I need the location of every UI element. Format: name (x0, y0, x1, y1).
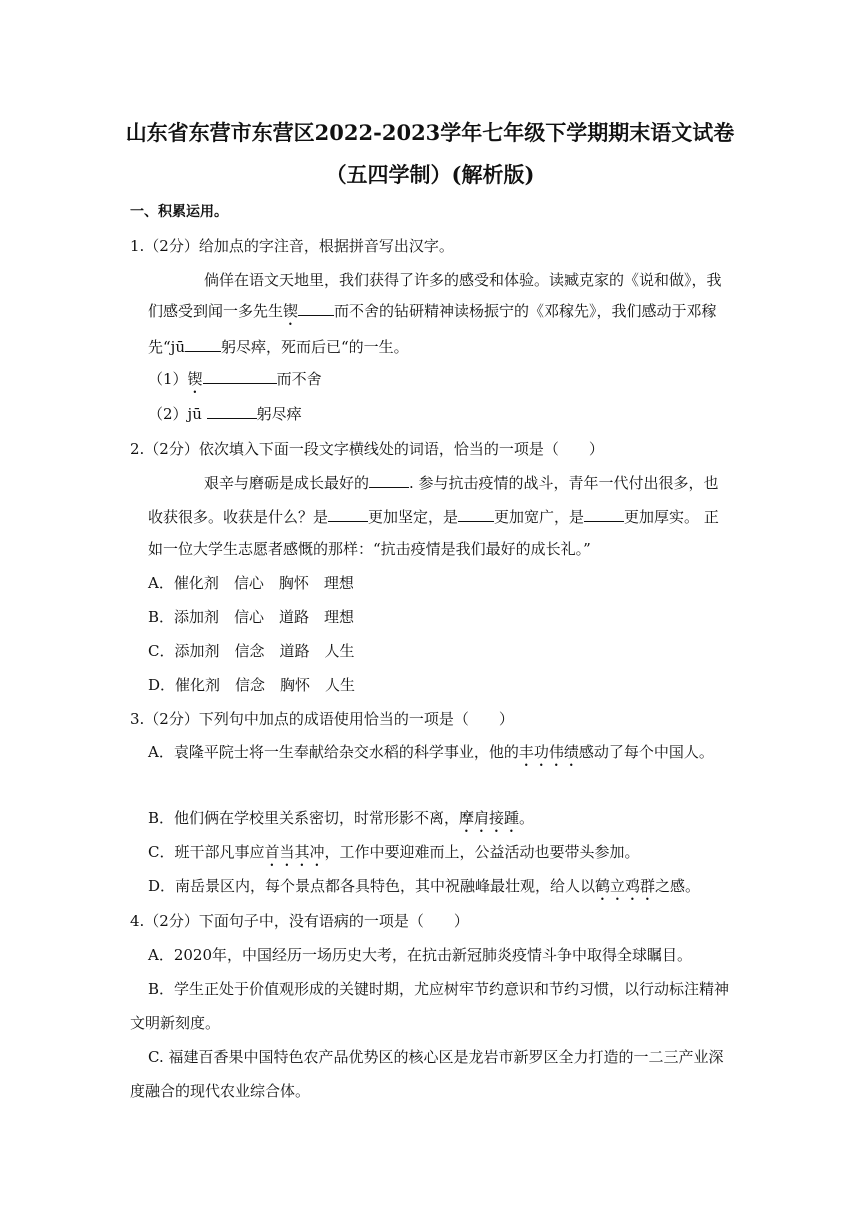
question-2-passage-line-3: 如一位大学生志愿者感慨的那样：“抗击疫情是我们最好的成长礼。” (148, 540, 591, 558)
dotted-idiom: 鹤立鸡群 (595, 877, 656, 895)
dotted-idiom: 丰功伟绩 (518, 743, 579, 761)
option-a[interactable]: A．催化剂 信心 胸怀 理想 (148, 574, 354, 592)
question-1-sub-2: （2）jū 躬尽瘁 (148, 405, 302, 423)
answer-blank[interactable] (584, 507, 624, 522)
option-c-continued: 度融合的现代农业综合体。 (130, 1082, 311, 1100)
answer-blank[interactable] (298, 301, 334, 316)
question-3-stem: 3.（2分）下列句中加点的成语使用恰当的一项是（ ） (130, 710, 514, 728)
question-1-sub-1: （1）锲 而不舍 (148, 370, 322, 388)
option-b[interactable]: B．他们俩在学校里关系密切，时常形影不离，摩肩接踵。 (148, 809, 535, 827)
option-b-continued: 文明新刻度。 (130, 1014, 221, 1032)
document-title: 山东省东营市东营区2022-2023学年七年级下学期期末语文试卷 (125, 120, 735, 145)
question-2-passage-line-1: 艰辛与磨砺是成长最好的 . 参与抗击疫情的战斗，青年一代付出很多，也 (204, 474, 719, 492)
question-1-stem: 1.（2分）给加点的字注音，根据拼音写出汉字。 (130, 237, 454, 255)
option-d[interactable]: D．南岳景区内，每个景点都各具特色，其中祝融峰最壮观，给人以鹤立鸡群之感。 (148, 877, 701, 895)
dotted-character: 锲 (187, 370, 203, 388)
answer-blank[interactable] (207, 404, 257, 419)
option-c[interactable]: C. 福建百香果中国特色农产品优势区的核心区是龙岩市新罗区全力打造的一二三产业深 (148, 1048, 724, 1066)
option-a[interactable]: A．袁隆平院士将一生奉献给杂交水稻的科学事业，他的丰功伟绩感动了每个中国人。 (148, 743, 714, 761)
answer-blank[interactable] (185, 337, 221, 352)
option-a[interactable]: A．2020年，中国经历一场历史大考，在抗击新冠肺炎疫情斗争中取得全球瞩目。 (148, 946, 693, 964)
option-c[interactable]: C．添加剂 信念 道路 人生 (148, 642, 355, 660)
option-b[interactable]: B．添加剂 信心 道路 理想 (148, 608, 355, 626)
answer-blank[interactable] (203, 369, 277, 384)
question-1-passage-line-1: 倘佯在语文天地里，我们获得了许多的感受和体验。读臧克家的《说和做》，我 (204, 271, 722, 289)
option-b[interactable]: B．学生正处于价值观形成的关键时期，尤应树牢节约意识和节约习惯，以行动标注精神 (148, 980, 730, 998)
document-subtitle: （五四学制）(解析版) (325, 162, 535, 187)
question-1-passage-line-2: 们感受到闻一多先生锲 而不舍的钻研精神读杨振宁的《邓稼先》，我们感动于邓稼 (148, 302, 717, 320)
answer-blank[interactable] (458, 507, 494, 522)
dotted-idiom: 摩肩接踵 (459, 809, 520, 827)
question-2-stem: 2.（2分）依次填入下面一段文字横线处的词语，恰当的一项是（ ） (130, 440, 604, 458)
dotted-character: 锲 (283, 302, 299, 320)
answer-blank[interactable] (328, 507, 368, 522)
answer-blank[interactable] (369, 473, 409, 488)
section-heading: 一、积累运用。 (130, 204, 228, 220)
question-1-passage-line-3: 先“jū 躬尽瘁，死而后已“的一生。 (148, 338, 409, 356)
option-c[interactable]: C．班干部凡事应首当其冲，工作中要迎难而上，公益活动也要带头参加。 (148, 843, 640, 861)
question-4-stem: 4.（2分）下面句子中，没有语病的一项是（ ） (130, 912, 469, 930)
question-2-passage-line-2: 收获很多。收获是什么？是 更加坚定，是 更加宽广，是 更加厚实。 正 (148, 508, 719, 526)
option-d[interactable]: D．催化剂 信念 胸怀 人生 (148, 676, 356, 694)
dotted-idiom: 首当其冲 (264, 843, 325, 861)
